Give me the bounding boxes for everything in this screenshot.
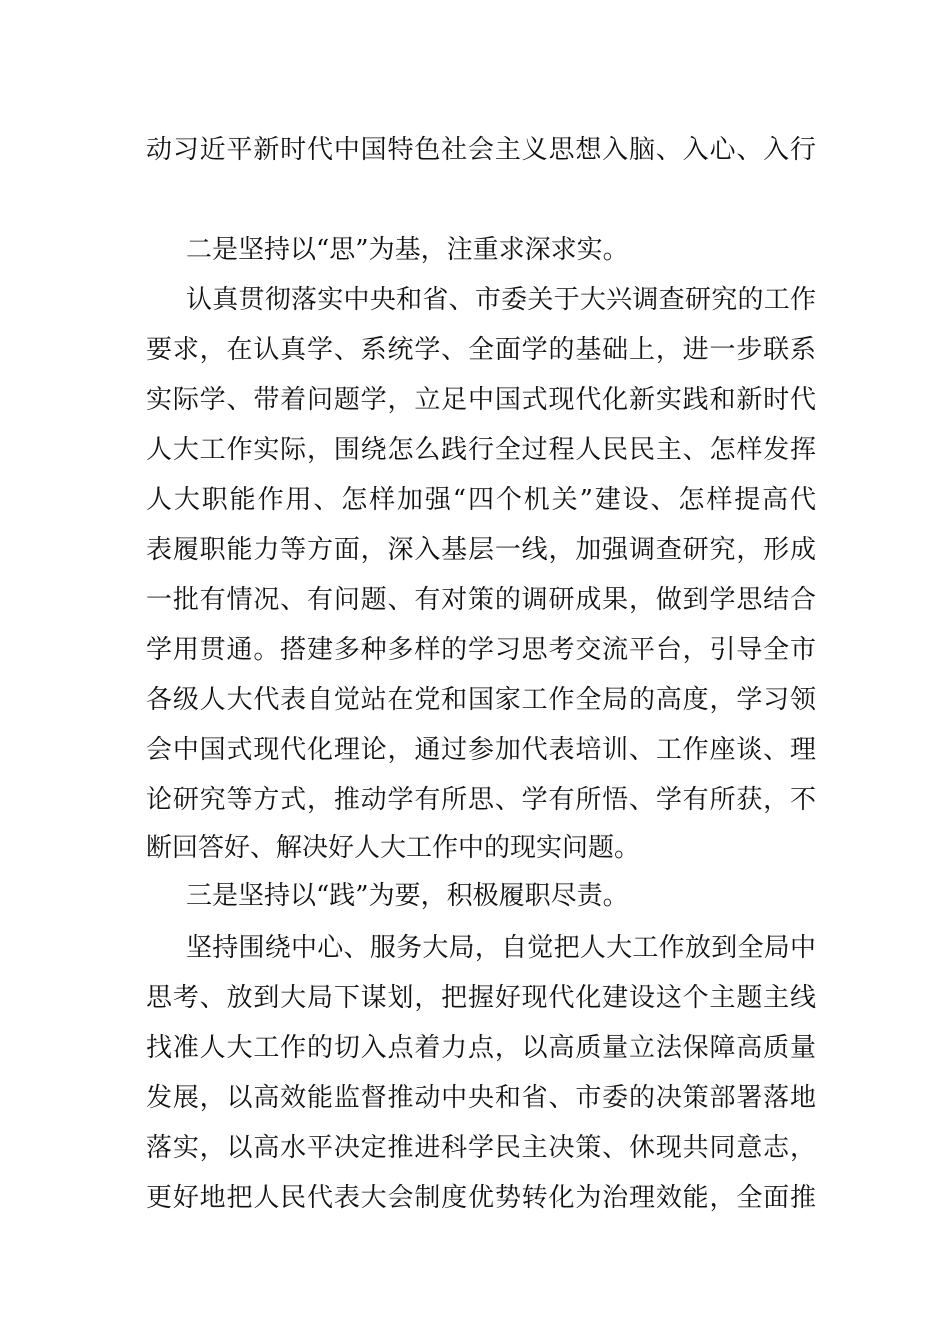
text-line: 认真贯彻落实中央和省、市委关于大兴调查研究的工作 (186, 285, 816, 315)
text-line: 落实，以高水平决定推进科学民主决策、休现共同意志， (146, 1133, 816, 1163)
text-line: 各级人大代表自觉站在党和国家工作全局的高度，学习领 (146, 685, 816, 715)
text-line: 学用贯通。搭建多种多样的学习思考交流平台，引导全市 (146, 635, 816, 665)
text-line: 表履职能力等方面，深入基层一线，加强调查研究，形成 (146, 535, 816, 565)
text-line: 坚持围绕中心、服务大局，自觉把人大工作放到全局中 (186, 933, 816, 963)
text-line: 人大职能作用、怎样加强“四个机关”建设、怎样提高代 (146, 485, 816, 515)
text-line: 实际学、带着问题学，立足中国式现代化新实践和新时代 (146, 385, 816, 415)
text-line: 思考、放到大局下谋划，把握好现代化建设这个主题主线 (146, 983, 816, 1013)
text-line: 断回答好、解决好人大工作中的现实问题。 (146, 833, 641, 863)
section-heading-3: 三是坚持以“践”为要，积极履职尽责。 (186, 881, 629, 911)
text-line: 会中国式现代化理论，通过参加代表培训、工作座谈、理 (146, 735, 816, 765)
text-line: 一批有情况、有问题、有对策的调研成果，做到学思结合 (146, 585, 816, 615)
text-line: 动习近平新时代中国特色社会主义思想入脑、入心、入行 (146, 135, 816, 165)
text-line: 发展，以高效能监督推动中央和省、市委的决策部署落地 (146, 1083, 816, 1113)
text-line: 找准人大工作的切入点着力点，以高质量立法保障高质量 (146, 1033, 816, 1063)
text-line: 更好地把人民代表大会制度优势转化为治理效能，全面推 (146, 1183, 816, 1213)
text-line: 人大工作实际，围绕怎么践行全过程人民民主、怎样发挥 (146, 435, 816, 465)
section-heading-2: 二是坚持以“思”为基，注重求深求实。 (186, 235, 629, 265)
text-line: 要求，在认真学、系统学、全面学的基础上，进一步联系 (146, 335, 816, 365)
text-line: 论研究等方式，推动学有所思、学有所悟、学有所获，不 (146, 785, 816, 815)
